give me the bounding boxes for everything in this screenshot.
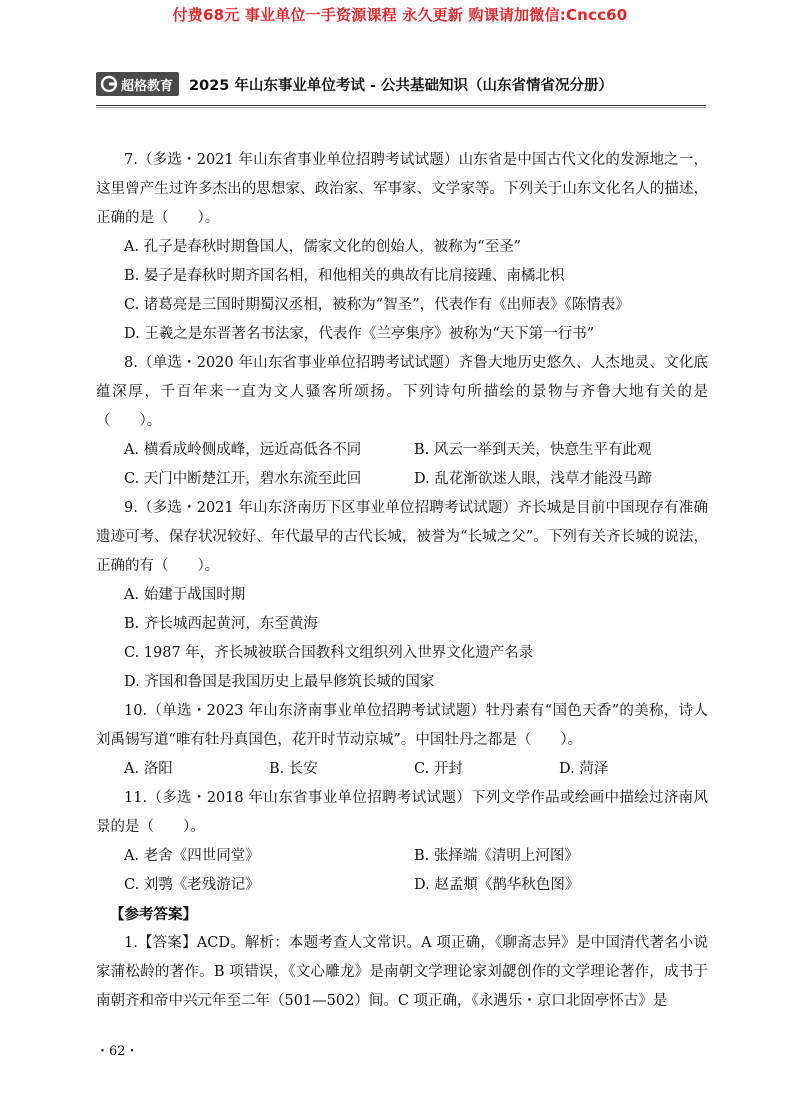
option: D. 齐国和鲁国是我国历史上最早修筑长城的国家 [124,674,435,690]
promo-banner: 付费68元 事业单位一手资源课程 永久更新 购课请加微信:Cncc60 [172,6,628,24]
option: C. 开封 [414,761,463,777]
option: D. 乱花渐欲迷人眼，浅草才能没马蹄 [414,471,652,487]
option: A. 横看成岭侧成峰，远近高低各不同 [124,442,362,458]
logo-mark-icon [100,75,118,93]
page-number: ・62・ [96,1044,139,1059]
option: A. 老舍《四世同堂》 [124,848,260,864]
option: D. 赵孟頫《鹊华秋色图》 [414,877,580,893]
option: D. 王羲之是东晋著名书法家，代表作《兰亭集序》被称为“天下第一行书” [124,326,595,342]
page-header [96,72,613,96]
page-content [96,146,708,1016]
option-row [96,436,708,465]
option: A. 始建于战国时期 [124,587,246,603]
option: D. 菏泽 [559,761,609,777]
option: B. 长安 [269,761,318,777]
question-stem: 10.（单选・2023 年山东济南事业单位招聘考试试题）牡丹素有“国色天香”的美称，诗人刘禹锡写道“唯有牡丹真国色，花开时节动京城”。中国牡丹之都是（ ）。 [96,703,708,748]
option: C. 诸葛亮是三国时期蜀汉丞相，被称为“智圣”，代表作有《出师表》《陈情表》 [124,297,630,313]
publisher-logo [96,72,179,96]
option-row [96,465,708,494]
option: B. 张择端《清明上河图》 [414,848,579,864]
option: B. 晏子是春秋时期齐国名相，和他相关的典故有比肩接踵、南橘北枳 [124,268,565,284]
option: B. 齐长城西起黄河，东至黄海 [124,616,318,632]
option-row [96,755,708,784]
option: A. 洛阳 [124,761,173,777]
option: B. 风云一举到天关，快意生平有此观 [414,442,652,458]
answer-heading: 【参考答案】 [110,906,197,923]
question-stem: 11.（多选・2018 年山东省事业单位招聘考试试题）下列文学作品或绘画中描绘过济南风景的是（ ）。 [96,790,708,835]
option: C. 1987 年，齐长城被联合国教科文组织列入世界文化遗产名录 [124,645,534,661]
option-row [96,871,708,900]
header-rule [96,105,706,106]
question-stem: 7.（多选・2021 年山东省事业单位招聘考试试题）山东省是中国古代文化的发源地之一，这里曾产生过许多杰出的思想家、政治家、军事家、文学家等。下列关于山东文化名人的描述，正确的是（ ）。 [96,152,708,226]
option-row [96,842,708,871]
answer-explanation: 1.【答案】ACD。解析：本题考查人文常识。A 项正确，《聊斋志异》是中国清代著名小说家蒲松龄的著作。B 项错误，《文心雕龙》是南朝文学理论家刘勰创作的文学理论著作，成书于南朝齐和帝中兴元年至二年（501—502）间。C 项正确，《永遇乐・京口北固亭怀古》是 [96,935,708,1009]
header-rule-thin [96,107,706,108]
logo-text: 超格教育 [121,78,174,94]
question-stem: 8.（单选・2020 年山东省事业单位招聘考试试题）齐鲁大地历史悠久、人杰地灵、文化底蕴深厚，千百年来一直为文人骚客所颂扬。下列诗句所描绘的景物与齐鲁大地有关的是（ ）。 [96,355,708,429]
option: A. 孔子是春秋时期鲁国人，儒家文化的创始人，被称为“至圣” [124,239,522,255]
book-title: 2025 年山东事业单位考试 - 公共基础知识（山东省情省况分册） [189,77,614,94]
option: C. 天门中断楚江开，碧水东流至此回 [124,471,362,487]
option: C. 刘鹗《老残游记》 [124,877,260,893]
question-stem: 9.（多选・2021 年山东济南历下区事业单位招聘考试试题）齐长城是目前中国现存有准确遗迹可考、保存状况较好、年代最早的古代长城，被誉为“长城之父”。下列有关齐长城的说法，正确的有（ ）。 [96,500,708,574]
